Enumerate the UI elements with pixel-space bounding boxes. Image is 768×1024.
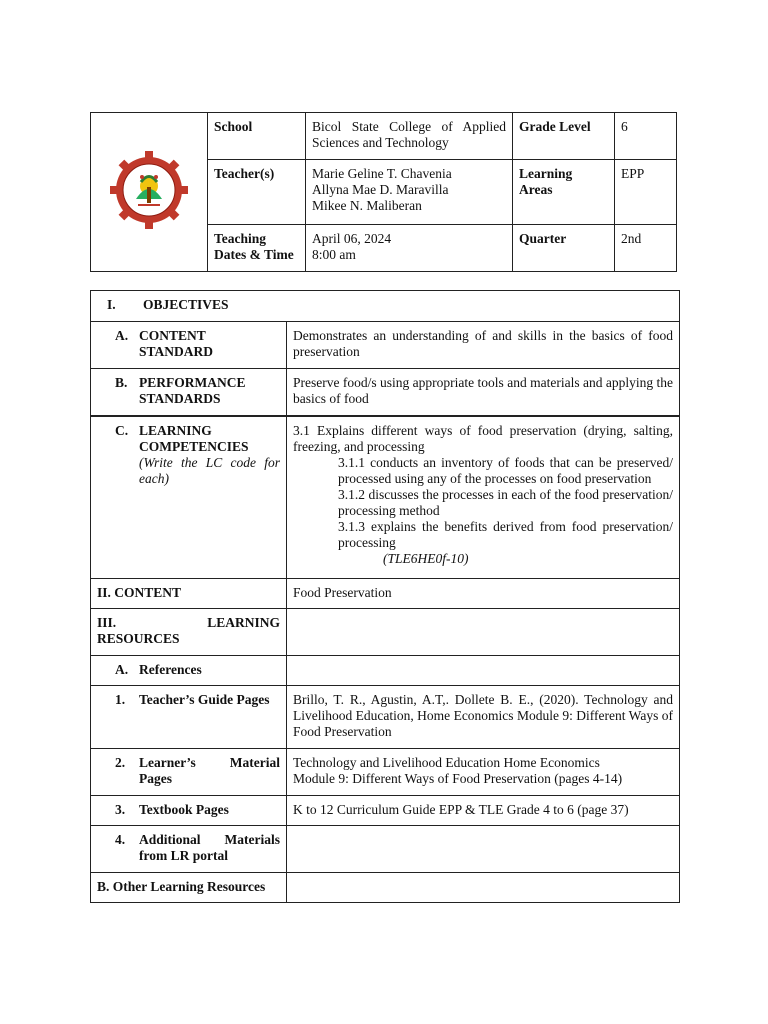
learning-areas-label: Learning Areas bbox=[513, 160, 615, 225]
references-value bbox=[287, 656, 680, 686]
lc-sub-item: 3.1.3 explains the benefits derived from food preservation/ processing bbox=[338, 519, 673, 550]
quarter-value: 2nd bbox=[615, 225, 677, 272]
content-value: Food Preservation bbox=[287, 579, 680, 609]
teachers-guide-label: 1. Teacher’s Guide Pages bbox=[91, 686, 287, 749]
school-seal-logo bbox=[108, 149, 190, 231]
content-label: II. CONTENT bbox=[91, 579, 287, 609]
school-value: Bicol State College of Applied Sciences and Technology bbox=[306, 113, 513, 160]
grade-level-value: 6 bbox=[615, 113, 677, 160]
learning-resources-value bbox=[287, 609, 680, 656]
teachers-guide-value: Brillo, T. R., Agustin, A.T,. Dollete B. E., (2020). Technology and Livelihood Education, Home Economics Module 9: Different Ways of Food Preservation bbox=[287, 686, 680, 749]
teacher-name: Mikee N. Maliberan bbox=[312, 198, 422, 213]
objectives-title: OBJECTIVES bbox=[143, 297, 229, 312]
performance-standards-label: B. PERFORMANCE STANDARDS bbox=[91, 369, 287, 417]
other-resources-label: B. Other Learning Resources bbox=[91, 873, 287, 903]
logo-cell bbox=[91, 113, 208, 272]
date-value: April 06, 2024 bbox=[312, 231, 392, 246]
teachers-label: Teacher(s) bbox=[208, 160, 306, 225]
textbook-pages-label: 3. Textbook Pages bbox=[91, 796, 287, 826]
performance-standards-value: Preserve food/s using appropriate tools and materials and applying the basics of food bbox=[287, 369, 680, 417]
school-label: School bbox=[208, 113, 306, 160]
teachers-value bbox=[306, 160, 513, 225]
teacher-name: Allyna Mae D. Maravilla bbox=[312, 182, 449, 197]
grade-level-label: Grade Level bbox=[513, 113, 615, 160]
time-value: 8:00 am bbox=[312, 247, 356, 262]
learners-material-value: Technology and Livelihood Education Home Economics Module 9: Different Ways of Food Preservation (pages 4-14) bbox=[287, 749, 680, 796]
additional-materials-value bbox=[287, 826, 680, 873]
references-label: A. References bbox=[91, 656, 287, 686]
content-standard-label: A. CONTENT STANDARD bbox=[91, 322, 287, 369]
header-table bbox=[90, 112, 677, 272]
learners-material-label: 2. Learner’s Material Pages bbox=[91, 749, 287, 796]
lc-main: 3.1 Explains different ways of food preservation (drying, salting, freezing, and processing bbox=[293, 423, 673, 454]
teacher-name: Marie Geline T. Chavenia bbox=[312, 166, 452, 181]
textbook-pages-value: K to 12 Curriculum Guide EPP & TLE Grade 4 to 6 (page 37) bbox=[287, 796, 680, 826]
other-resources-value bbox=[287, 873, 680, 903]
learning-competencies-value bbox=[287, 416, 680, 579]
lc-sub-item: 3.1.1 conducts an inventory of foods that can be preserved/ processed using any of the processes on food preservation bbox=[338, 455, 673, 486]
lc-code: (TLE6HE0f-10) bbox=[383, 551, 469, 566]
lc-code-note: (Write the LC code for each) bbox=[139, 455, 280, 486]
teaching-dates-value bbox=[306, 225, 513, 272]
teaching-dates-label: Teaching Dates & Time bbox=[208, 225, 306, 272]
quarter-label: Quarter bbox=[513, 225, 615, 272]
learning-areas-value: EPP bbox=[615, 160, 677, 225]
lc-sub-item: 3.1.2 discusses the processes in each of the food preservation/ processing method bbox=[338, 487, 673, 518]
content-standard-value: Demonstrates an understanding of and skills in the basics of food preservation bbox=[287, 322, 680, 369]
learning-resources-label: III. LEARNING RESOURCES bbox=[91, 609, 287, 656]
learning-competencies-label: C. LEARNING COMPETENCIES (Write the LC code for each) bbox=[91, 416, 287, 579]
additional-materials-label: 4. Additional Materials from LR portal bbox=[91, 826, 287, 873]
lesson-plan-table bbox=[90, 290, 680, 903]
objectives-header: I. OBJECTIVES bbox=[91, 291, 680, 322]
